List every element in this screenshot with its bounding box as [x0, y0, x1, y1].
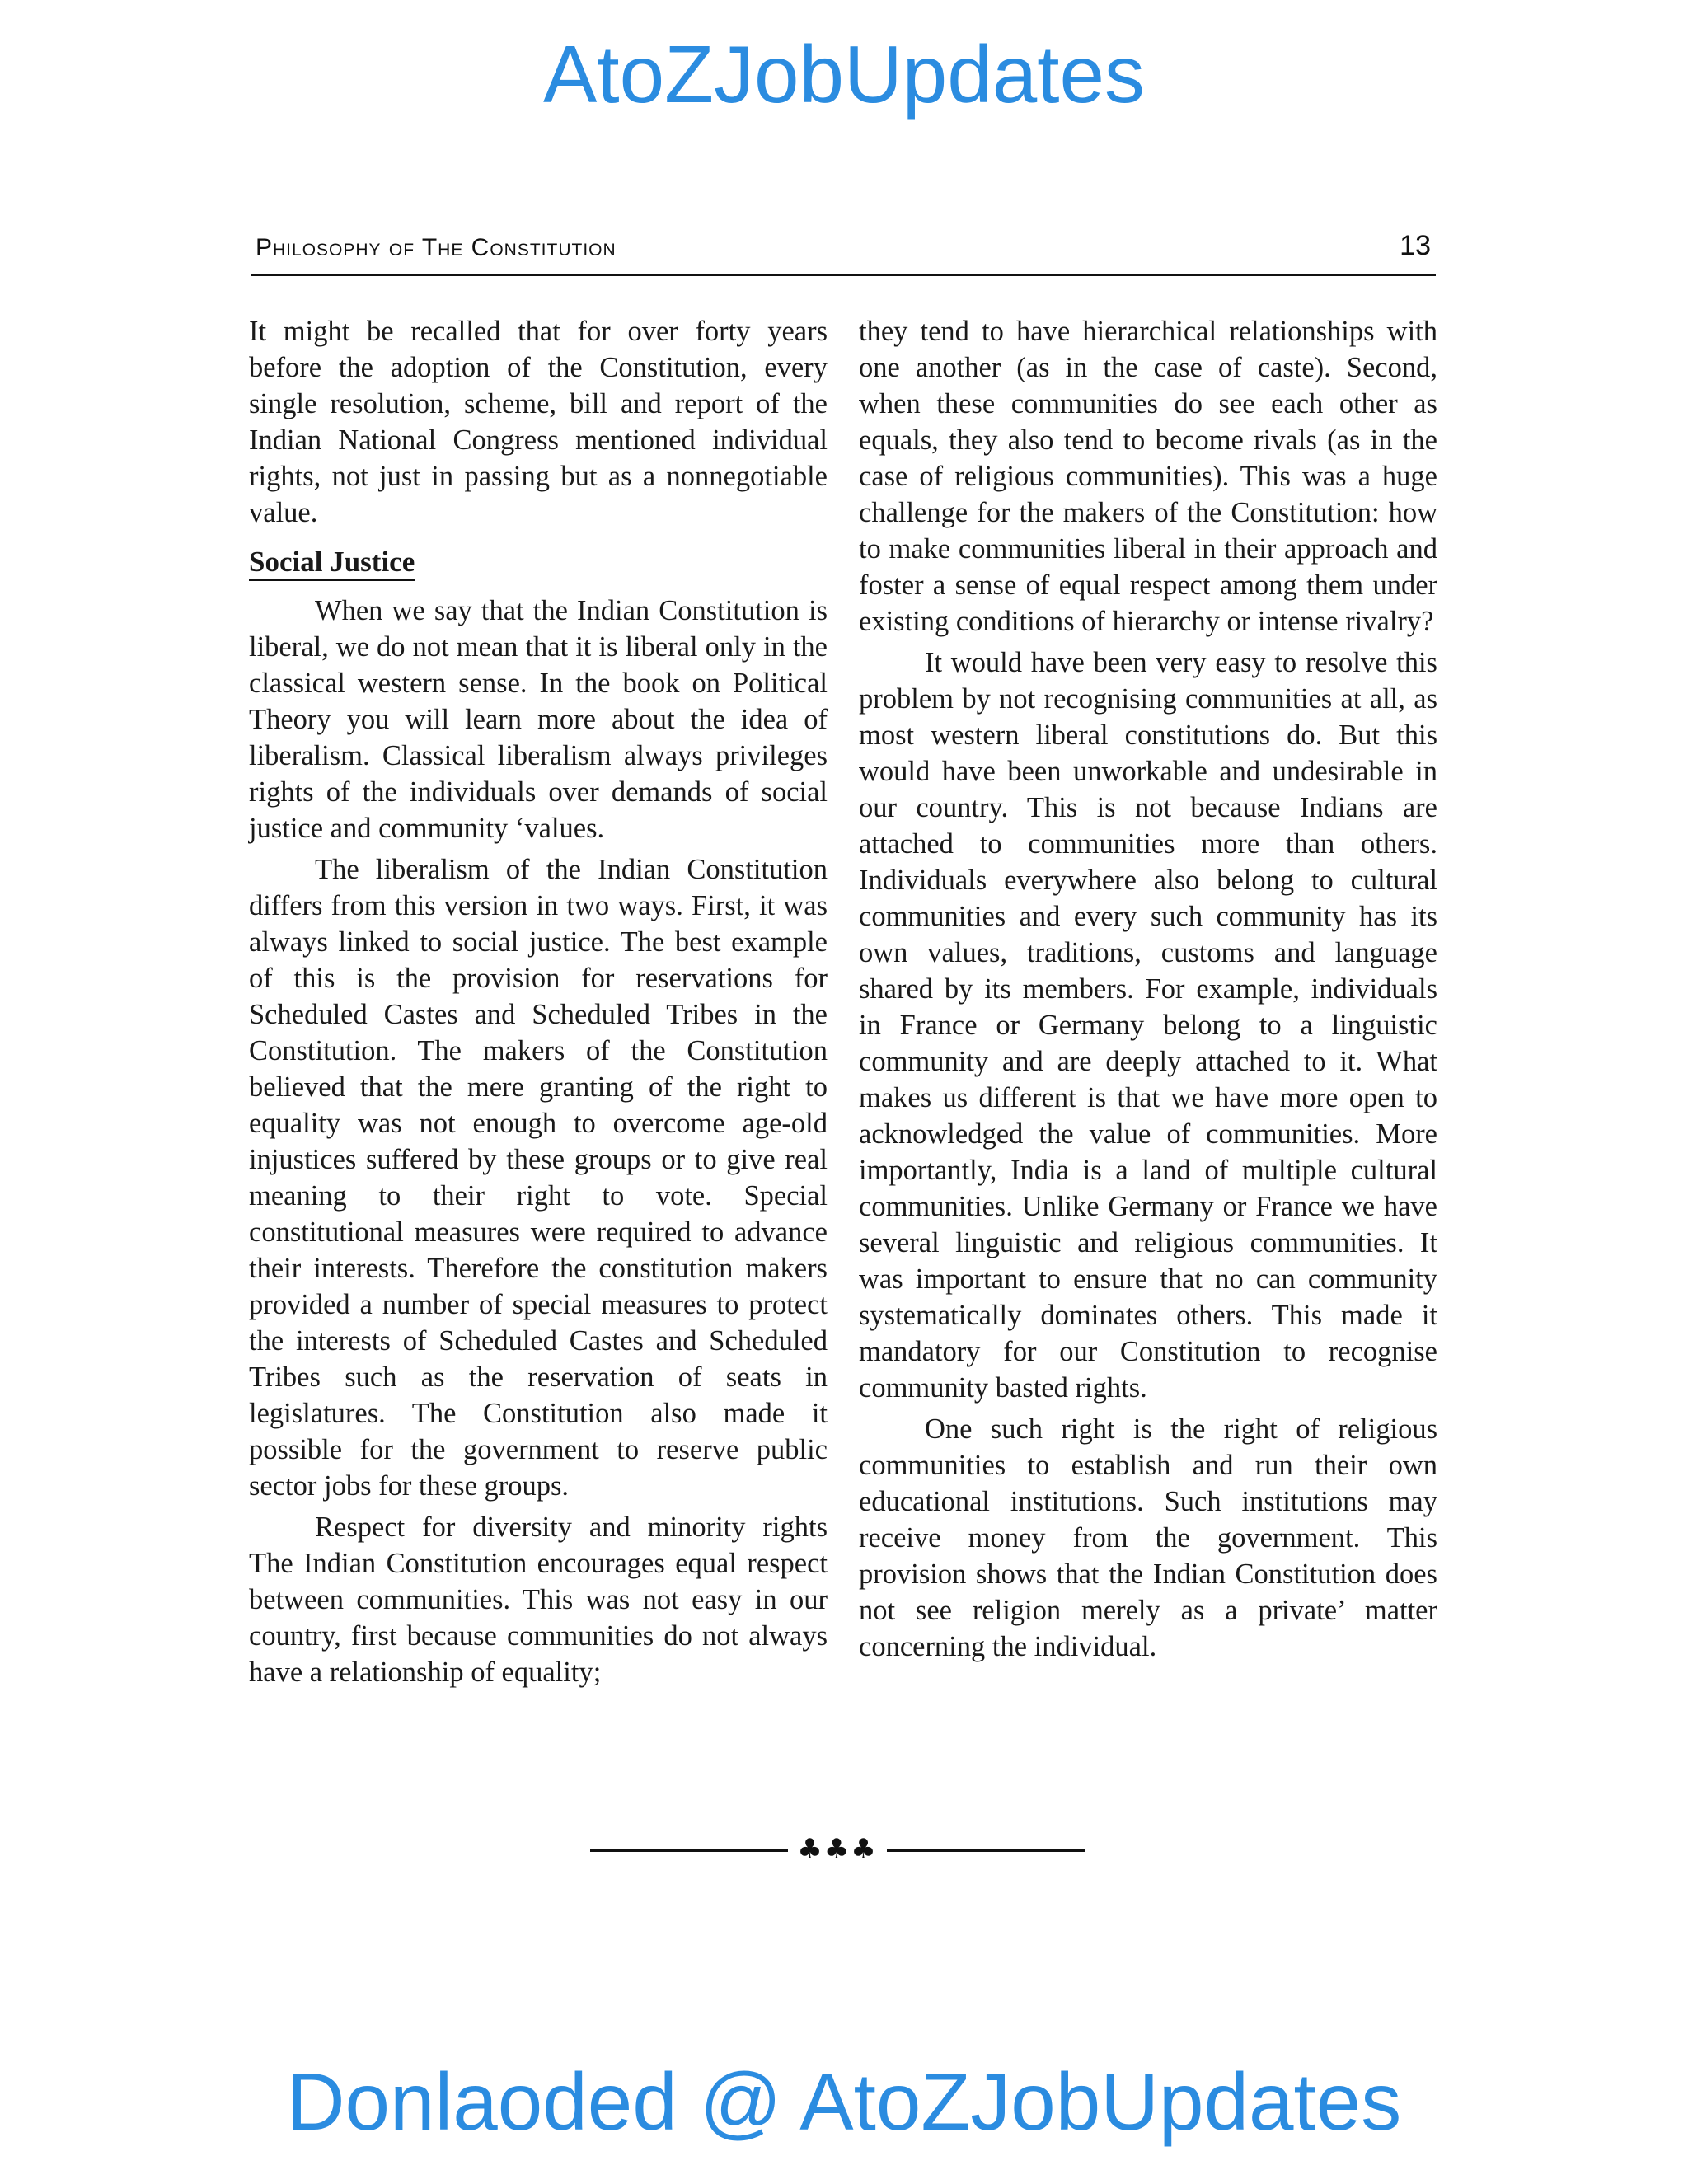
- page-number: 13: [1400, 230, 1431, 261]
- right-column: [859, 313, 1437, 1670]
- paragraph: It would have been very easy to resolve this problem by not recognising communities at all, as most western liberal constitutions do. But this would have been unworkable and undesirable in our country. This is not because Indians are attached to communities more than others. Individuals everywhere also belong to cultural communities and every such community has its own values, traditions, customs and language shared by its members. For example, individuals in France or Germany belong to a linguistic community and are deeply attached to it. What makes us different is that we have more open to acknowledged the value of communities. More importantly, India is a land of multiple cultural communities. Unlike Germany or France we have several linguistic and religious communities. It was important to ensure that no can community systematically dominates others. This made it mandatory for our Constitution to recognise community basted rights.: [859, 647, 1437, 1404]
- club-suit-icon: ♣♣♣: [797, 1833, 878, 1866]
- end-ornament: [590, 1833, 1085, 1866]
- running-title: Philosophy of The Constitution: [256, 234, 617, 261]
- paragraph: It might be recalled that for over forty years before the adoption of the Constitution, every single resolution, scheme, bill and report of the Indian National Congress mentioned individual rights, not just in passing but as a nonnegotiable value.: [249, 316, 828, 528]
- ornament-rule-left: [590, 1849, 788, 1852]
- paragraph: When we say that the Indian Constitution is liberal, we do not mean that it is liberal only in the classical western sense. In the book on Political Theory you will learn more about the idea of liberalism. Classical liberalism always privileges rights of the individuals over demands of social justice and community ‘values.: [249, 595, 828, 844]
- left-column: [249, 313, 828, 1695]
- watermark-bottom: Donlaoded @ AtoZJobUpdates: [286, 2056, 1402, 2147]
- section-heading-social-justice: Social Justice: [249, 546, 415, 581]
- paragraph: they tend to have hierarchical relationships with one another (as in the case of caste). Second, when these communities do see each other as equals, they also tend to become rivals (as in the case of religious communities). This was a huge challenge for the makers of the Constitution: how to make communities liberal in their approach and foster a sense of equal respect among them under existing conditions of hierarchy or intense rivalry?: [859, 316, 1437, 637]
- watermark-top: AtoZJobUpdates: [543, 29, 1145, 120]
- paragraph: One such right is the right of religious communities to establish and run their own educational institutions. Such institutions may receive money from the government. This provision shows that the Indian Constitution does not see religion merely as a private’ matter concerning the individual.: [859, 1413, 1437, 1662]
- paragraph: The liberalism of the Indian Constitution differs from this version in two ways. First, it was always linked to social justice. The best example of this is the provision for reservations for Scheduled Castes and Scheduled Tribes in the Constitution. The makers of the Constitution believed that the mere granting of the right to equality was not enough to overcome age-old injustices suffered by these groups or to give real meaning to their right to vote. Special constitutional measures were required to advance their interests. Therefore the constitution makers provided a number of special measures to protect the interests of Scheduled Castes and Scheduled Tribes such as the reservation of seats in legislatures. The Constitution also made it possible for the government to reserve public sector jobs for these groups.: [249, 854, 828, 1502]
- running-header: [251, 224, 1436, 276]
- ornament-rule-right: [887, 1849, 1085, 1852]
- paragraph: Respect for diversity and minority rights The Indian Constitution encourages equal respect between communities. This was not easy in our country, first because communities do not always have a relationship of equality;: [249, 1511, 828, 1688]
